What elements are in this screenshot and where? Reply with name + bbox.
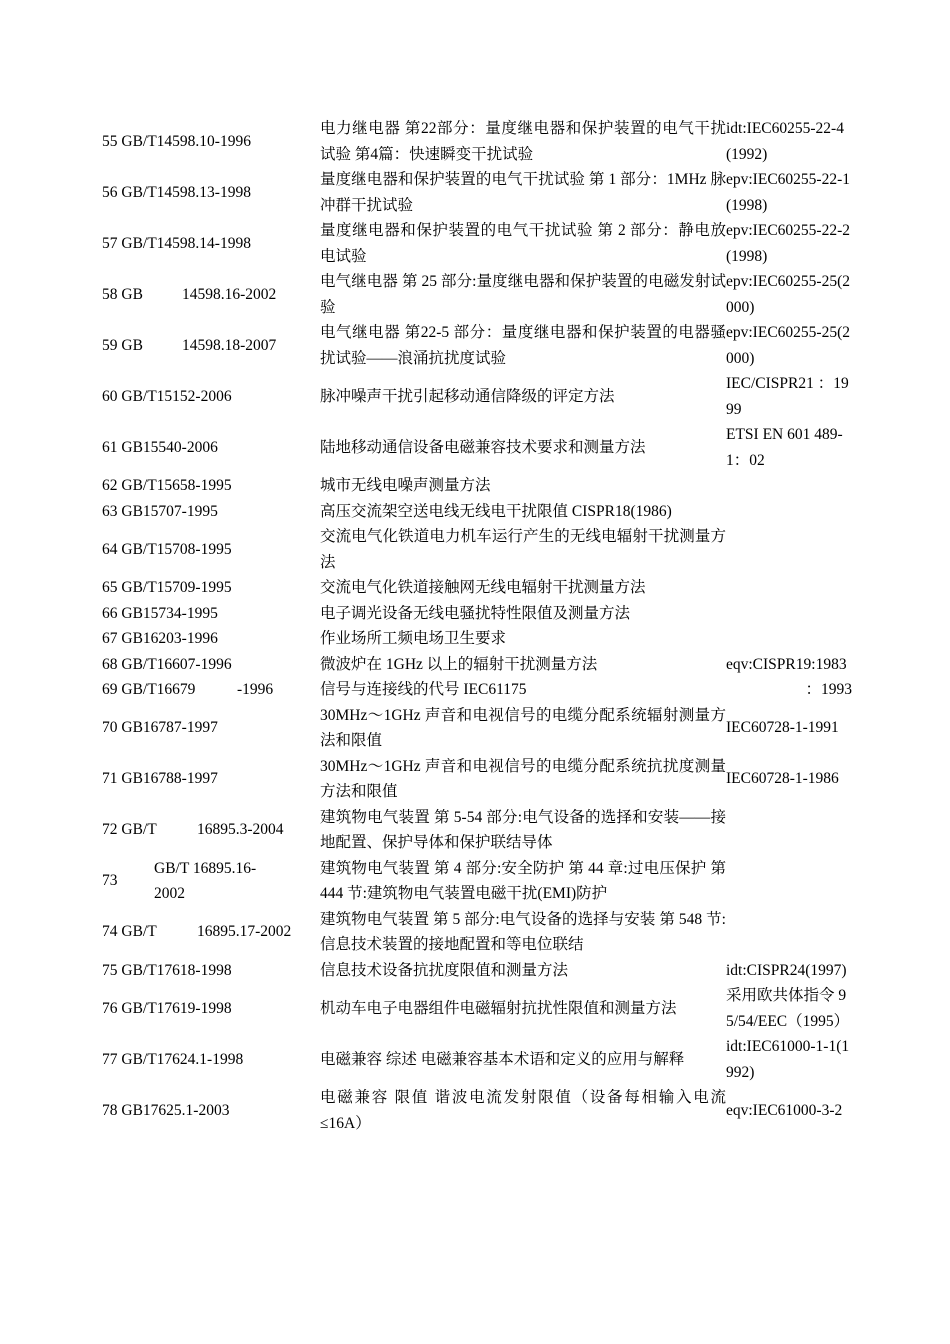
table-row [102, 805, 852, 856]
table-row [102, 1085, 852, 1136]
reference-standard: epv:IEC60255-22-2(1998) [726, 222, 850, 265]
standard-code: 66 GB15734-1995 [102, 604, 218, 622]
table-row [102, 371, 852, 422]
standard-code: 56 GB/T14598.13-1998 [102, 183, 251, 201]
reference-standard: epv:IEC60255-25(2000) [726, 324, 850, 367]
standard-title: 电磁兼容 综述 电磁兼容基本术语和定义的应用与解释 [320, 1050, 685, 1068]
table-row [102, 167, 852, 218]
standard-title: 电磁兼容 限值 谐波电流发射限值（设备每相输入电流≤16A） [320, 1089, 726, 1132]
reference-standard: idt:CISPR24(1997) [726, 961, 847, 979]
table-row [102, 601, 852, 627]
standard-title: 机动车电子电器组件电磁辐射抗扰性限值和测量方法 [320, 999, 677, 1017]
standard-title: 建筑物电气装置 第 4 部分:安全防护 第 44 章:过电压保护 第 444 节:建筑物电气装置电磁干扰(EMI)防护 [320, 859, 726, 902]
standard-title: 30MHz～1GHz 声音和电视信号的电缆分配系统抗扰度测量方法和限值 [320, 757, 726, 800]
standard-title: 作业场所工频电场卫生要求 [320, 630, 507, 647]
standards-table [102, 116, 852, 1136]
standard-code-prefix: 69 GB/T16679 [102, 681, 196, 698]
standard-code: 75 GB/T17618-1998 [102, 961, 232, 979]
standard-code [102, 805, 320, 856]
table-row [102, 907, 852, 958]
standard-code [102, 320, 320, 371]
standard-title: 建筑物电气装置 第 5 部分:电气设备的选择与安装 第 548 节:信息技术装置的接地配置和等电位联结 [320, 910, 726, 953]
standard-code [102, 856, 320, 907]
standard-title: 建筑物电气装置 第 5-54 部分:电气设备的选择和安装——接地配置、保护导体和保护联结导体 [320, 808, 726, 851]
standard-code-prefix: 59 GB [102, 336, 143, 354]
table-row [102, 983, 852, 1034]
standard-title: 微波炉在 1GHz 以上的辐射干扰测量方法 [320, 655, 598, 673]
table-row [102, 116, 852, 167]
standard-code: 67 GB16203-1996 [102, 630, 218, 647]
table-row [102, 856, 852, 907]
standard-code: 63 GB15707-1995 [102, 502, 218, 520]
standard-title: 量度继电器和保护装置的电气干扰试验 第 2 部分：静电放电试验 [320, 222, 726, 265]
reference-standard: IEC60728-1-1986 [726, 770, 839, 788]
standard-code: 64 GB/T15708-1995 [102, 540, 232, 558]
reference-standard: eqv:CISPR19:1983 [726, 655, 847, 673]
standard-code-number: GB/T 16895.16-2002 [154, 859, 257, 902]
reference-standard [726, 575, 852, 601]
reference-standard: ：1993 [805, 681, 852, 698]
standard-code [102, 907, 320, 958]
standard-code-number: 14598.18-2007 [182, 336, 277, 354]
table-row [102, 677, 852, 703]
reference-standard [726, 601, 852, 627]
standard-code-prefix: 73 [102, 872, 118, 890]
reference-standard: eqv:IEC61000-3-2 [726, 1101, 843, 1119]
standard-code-prefix: 72 GB/T [102, 821, 157, 839]
standard-title: 高压交流架空送电线无线电干扰限值 CISPR18(1986) [320, 502, 672, 520]
standard-title: 信号与连接线的代号 IEC61175 [320, 681, 527, 698]
standard-code-prefix: 74 GB/T [102, 923, 157, 941]
reference-standard: idt:IEC60255-22-4(1992) [726, 120, 844, 163]
standard-code: 70 GB16787-1997 [102, 719, 218, 737]
reference-standard [726, 499, 852, 525]
table-row [102, 958, 852, 984]
table-row [102, 1034, 852, 1085]
standard-title: 脉冲噪声干扰引起移动通信降级的评定方法 [320, 387, 615, 405]
reference-standard: 采用欧共体指令 95/54/EEC（1995） [726, 987, 850, 1030]
standard-code: 71 GB16788-1997 [102, 770, 218, 788]
reference-standard: IEC/CISPR21 ：1999 [726, 375, 849, 418]
reference-standard: epv:IEC60255-25(2000) [726, 273, 850, 316]
reference-standard [726, 856, 852, 907]
standard-code [102, 269, 320, 320]
reference-standard: IEC60728-1-1991 [726, 719, 839, 737]
standard-title: 交流电气化铁道接触网无线电辐射干扰测量方法 [320, 579, 646, 596]
table-row [102, 422, 852, 473]
standard-code: 68 GB/T16607-1996 [102, 655, 232, 673]
standard-title: 30MHz～1GHz 声音和电视信号的电缆分配系统辐射测量方法和限值 [320, 706, 726, 749]
table-row [102, 320, 852, 371]
table-row [102, 703, 852, 754]
standard-title: 信息技术设备抗扰度限值和测量方法 [320, 961, 569, 979]
table-row [102, 652, 852, 678]
standard-code: 78 GB17625.1-2003 [102, 1101, 230, 1119]
standard-title: 电子调光设备无线电骚扰特性限值及测量方法 [320, 604, 631, 622]
reference-standard: idt:IEC61000-1-1(1992) [726, 1038, 850, 1081]
standard-title: 量度继电器和保护装置的电气干扰试验 第 1 部分：1MHz 脉冲群干扰试验 [320, 171, 726, 214]
standard-code: 61 GB15540-2006 [102, 438, 218, 456]
table-row [102, 218, 852, 269]
standard-code: 65 GB/T15709-1995 [102, 579, 232, 596]
standard-title: 电气继电器 第 25 部分:量度继电器和保护装置的电磁发射试验 [320, 273, 726, 316]
standard-code: 62 GB/T15658-1995 [102, 477, 232, 494]
standard-code-number: -1996 [237, 681, 274, 698]
standard-code-number: 14598.16-2002 [182, 285, 277, 303]
reference-standard [726, 805, 852, 856]
reference-standard: epv:IEC60255-22-1(1998) [726, 171, 850, 214]
table-row [102, 626, 852, 652]
reference-standard: ETSI EN 601 489-1：02 [726, 426, 843, 469]
standard-title: 电力继电器 第22部分：量度继电器和保护装置的电气干扰试验 第4篇：快速瞬变干扰试验 [320, 120, 726, 163]
reference-standard [726, 626, 852, 652]
standard-code [102, 677, 320, 703]
table-row [102, 499, 852, 525]
standard-title: 城市无线电噪声测量方法 [320, 477, 491, 494]
reference-standard [726, 524, 852, 575]
table-row [102, 575, 852, 601]
standard-code: 76 GB/T17619-1998 [102, 999, 232, 1017]
standard-code: 57 GB/T14598.14-1998 [102, 234, 251, 252]
standard-code-number: 16895.17-2002 [197, 923, 292, 941]
table-row [102, 473, 852, 499]
standard-code: 55 GB/T14598.10-1996 [102, 132, 251, 150]
standard-code: 77 GB/T17624.1-1998 [102, 1050, 244, 1068]
table-row [102, 269, 852, 320]
standard-code-prefix: 58 GB [102, 285, 143, 303]
reference-standard [726, 907, 852, 958]
reference-standard [726, 473, 852, 499]
standard-title: 陆地移动通信设备电磁兼容技术要求和测量方法 [320, 438, 646, 456]
standard-code: 60 GB/T15152-2006 [102, 387, 232, 405]
standard-title: 电气继电器 第22-5 部分：量度继电器和保护装置的电器骚扰试验——浪涌抗扰度试验 [320, 324, 726, 367]
table-row [102, 524, 852, 575]
table-row [102, 754, 852, 805]
standard-code-number: 16895.3-2004 [197, 821, 284, 839]
standard-title: 交流电气化铁道电力机车运行产生的无线电辐射干扰测量方法 [320, 528, 726, 571]
